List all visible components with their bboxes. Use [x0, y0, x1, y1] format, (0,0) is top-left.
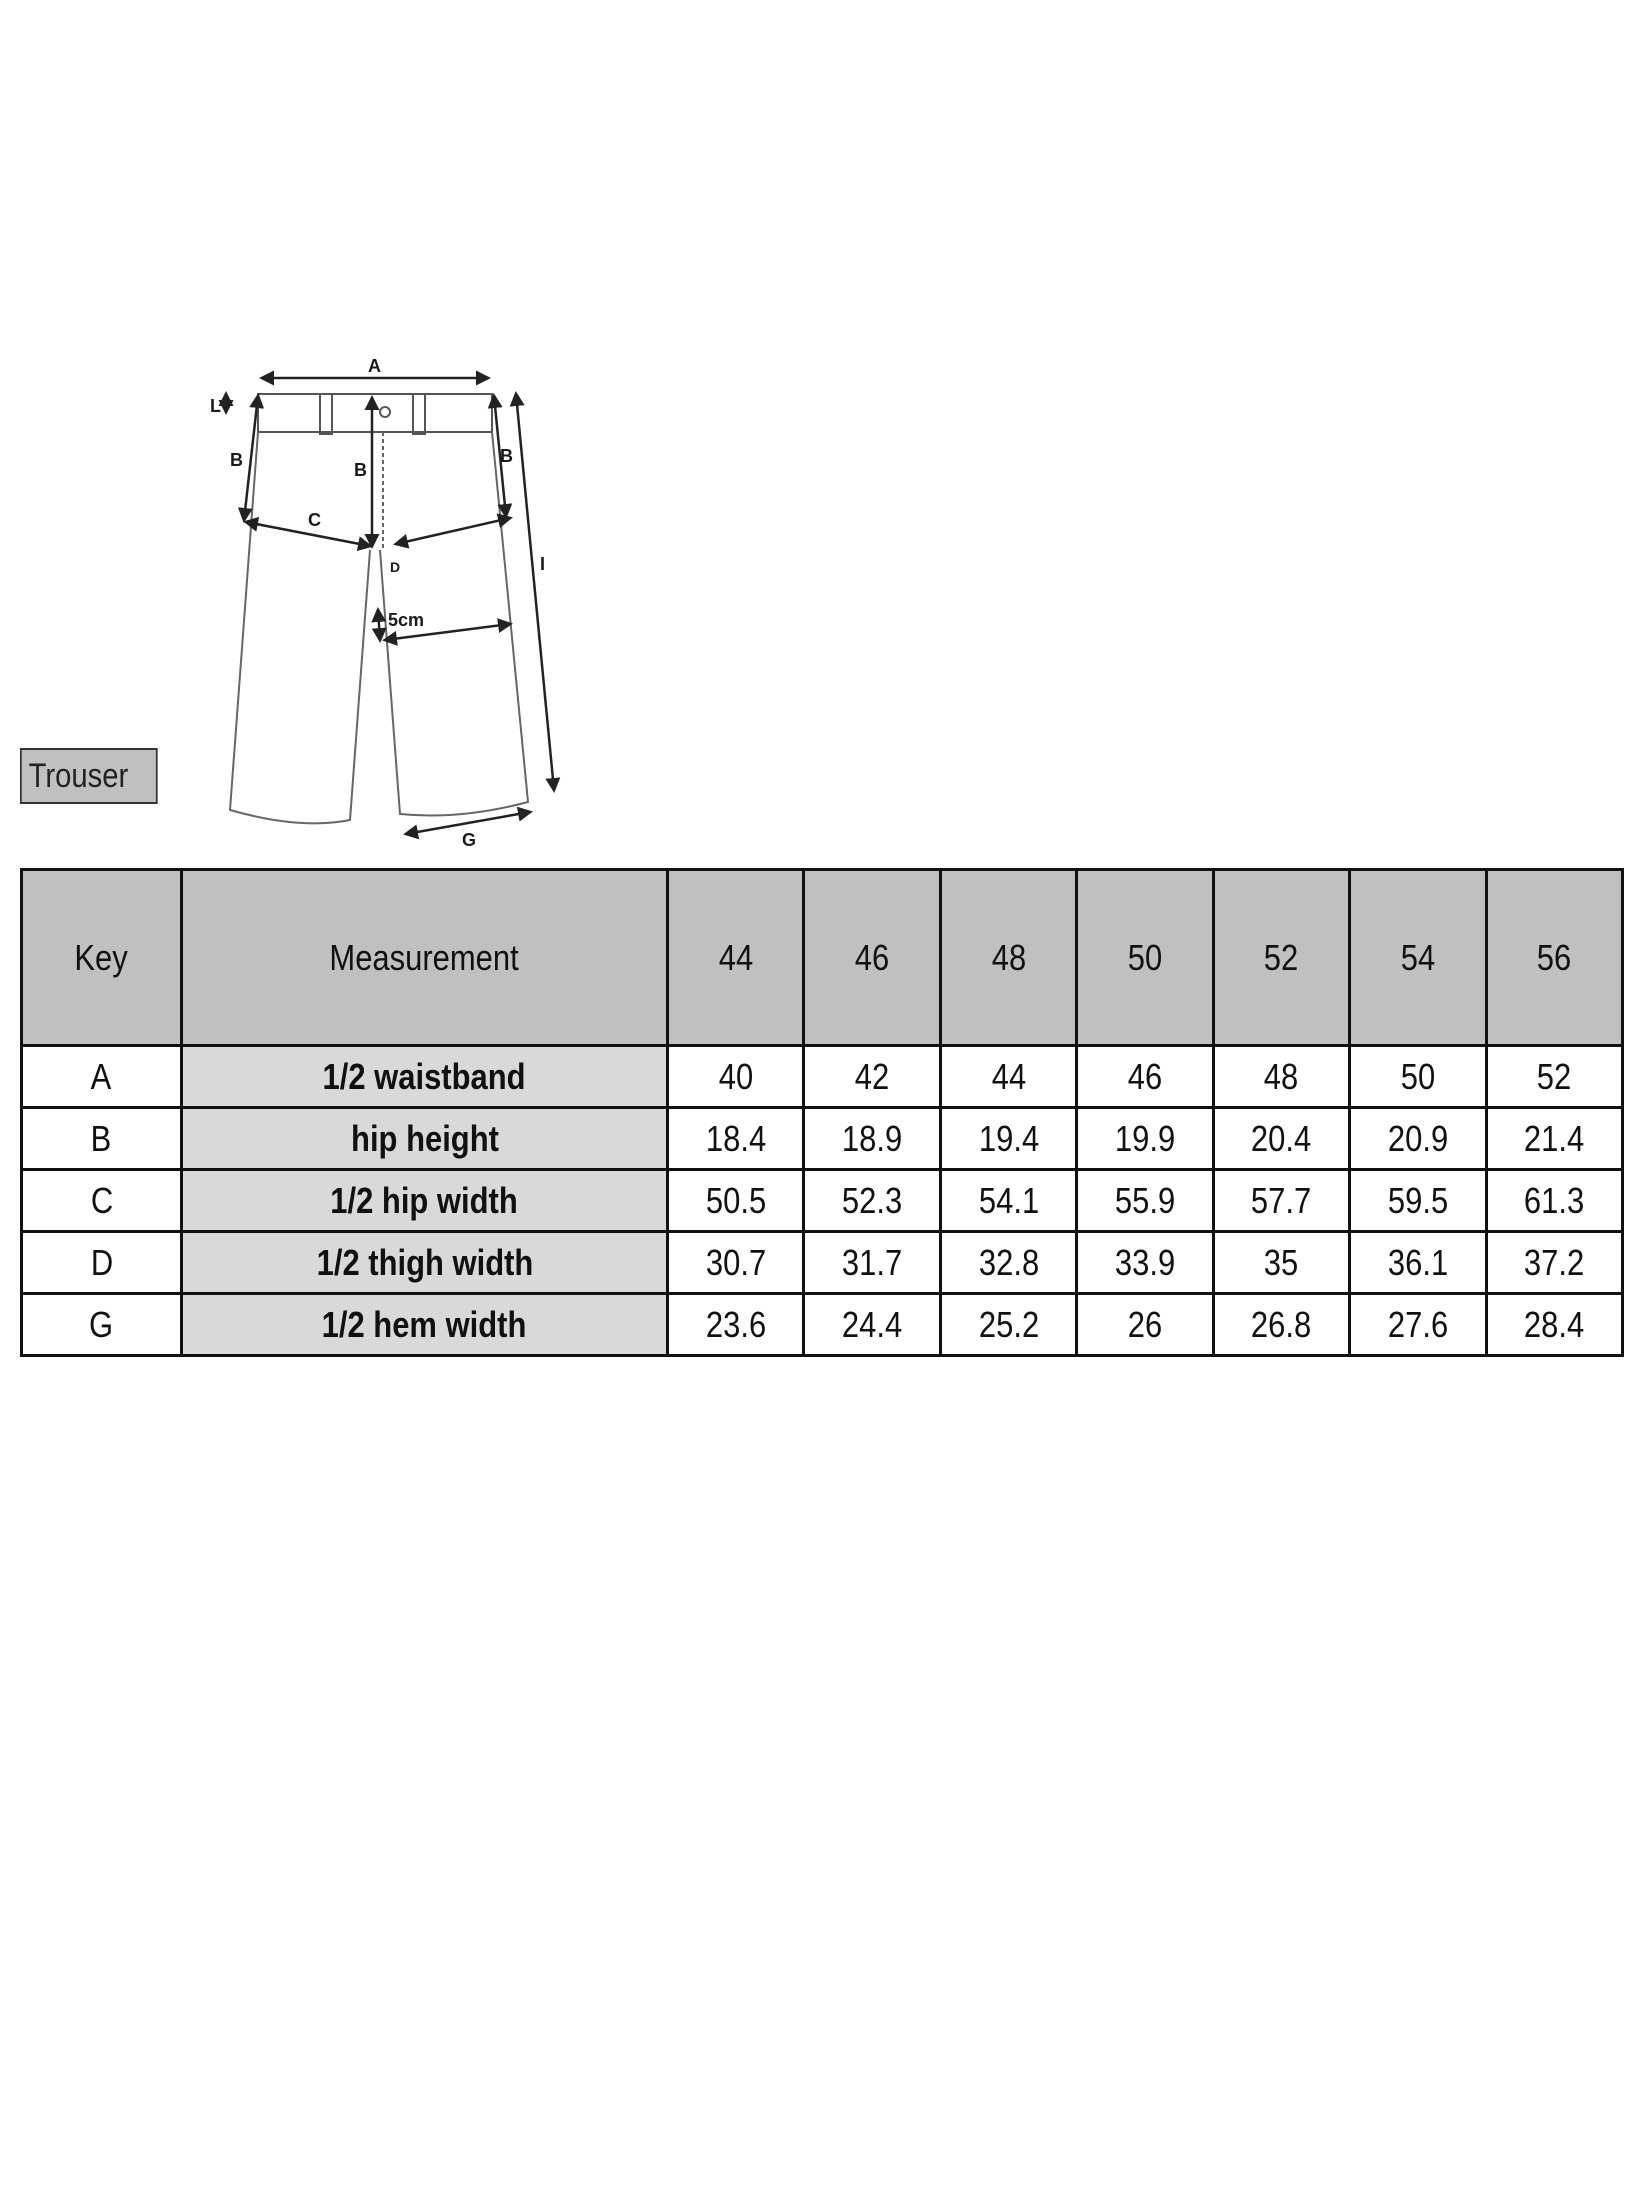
value-cell: 20.4	[1213, 1108, 1349, 1170]
measurement-cell: 1/2 hem width	[182, 1294, 668, 1356]
table-header-row	[22, 870, 1623, 1046]
header-size: 54	[1350, 870, 1486, 1046]
value-cell: 54.1	[940, 1170, 1076, 1232]
header-size: 52	[1213, 870, 1349, 1046]
value-cell: 23.6	[668, 1294, 804, 1356]
value-cell: 28.4	[1486, 1294, 1622, 1356]
value-cell: 32.8	[940, 1232, 1076, 1294]
value-cell: 21.4	[1486, 1108, 1622, 1170]
value-cell: 24.4	[804, 1294, 940, 1356]
diagram-label-d: D	[390, 559, 401, 575]
value-cell: 20.9	[1350, 1108, 1486, 1170]
table-row	[22, 1232, 1623, 1294]
measurement-cell: 1/2 hip width	[182, 1170, 668, 1232]
trouser-waistband	[258, 394, 492, 434]
key-cell: B	[22, 1108, 182, 1170]
value-cell: 46	[1077, 1046, 1213, 1108]
value-cell: 31.7	[804, 1232, 940, 1294]
value-cell: 59.5	[1350, 1170, 1486, 1232]
section-label: Trouser	[20, 748, 158, 804]
size-chart-table	[20, 868, 1624, 1357]
diagram-label-c: C	[308, 510, 321, 530]
table-row	[22, 1170, 1623, 1232]
value-cell: 61.3	[1486, 1170, 1622, 1232]
value-cell: 44	[940, 1046, 1076, 1108]
diagram-label-l: L	[210, 396, 221, 416]
header-key: Key	[22, 870, 182, 1046]
value-cell: 18.4	[668, 1108, 804, 1170]
value-cell: 40	[668, 1046, 804, 1108]
header-size: 56	[1486, 870, 1622, 1046]
value-cell: 35	[1213, 1232, 1349, 1294]
value-cell: 19.4	[940, 1108, 1076, 1170]
value-cell: 52	[1486, 1046, 1622, 1108]
trouser-diagram	[210, 350, 590, 850]
value-cell: 26.8	[1213, 1294, 1349, 1356]
value-cell: 37.2	[1486, 1232, 1622, 1294]
value-cell: 27.6	[1350, 1294, 1486, 1356]
header-size: 48	[940, 870, 1076, 1046]
diagram-label-i: I	[540, 554, 546, 574]
value-cell: 48	[1213, 1046, 1349, 1108]
table-row	[22, 1046, 1623, 1108]
value-cell: 36.1	[1350, 1232, 1486, 1294]
measurement-cell: hip height	[182, 1108, 668, 1170]
value-cell: 50.5	[668, 1170, 804, 1232]
value-cell: 33.9	[1077, 1232, 1213, 1294]
value-cell: 26	[1077, 1294, 1213, 1356]
value-cell: 50	[1350, 1046, 1486, 1108]
table-row	[22, 1108, 1623, 1170]
header-measurement: Measurement	[182, 870, 668, 1046]
value-cell: 52.3	[804, 1170, 940, 1232]
diagram-label-b-left: B	[230, 450, 243, 470]
diagram-label-b-right: B	[500, 446, 513, 466]
measurement-cell: 1/2 waistband	[182, 1046, 668, 1108]
value-cell: 55.9	[1077, 1170, 1213, 1232]
value-cell: 57.7	[1213, 1170, 1349, 1232]
header-size: 50	[1077, 870, 1213, 1046]
key-cell: G	[22, 1294, 182, 1356]
diagram-label-b-center: B	[354, 460, 367, 480]
value-cell: 18.9	[804, 1108, 940, 1170]
value-cell: 42	[804, 1046, 940, 1108]
key-cell: C	[22, 1170, 182, 1232]
diagram-label-5cm: 5cm	[388, 610, 425, 630]
measurement-cell: 1/2 thigh width	[182, 1232, 668, 1294]
value-cell: 25.2	[940, 1294, 1076, 1356]
header-size: 46	[804, 870, 940, 1046]
table-row	[22, 1294, 1623, 1356]
value-cell: 19.9	[1077, 1108, 1213, 1170]
diagram-label-a: A	[368, 356, 381, 376]
header-size: 44	[668, 870, 804, 1046]
key-cell: D	[22, 1232, 182, 1294]
value-cell: 30.7	[668, 1232, 804, 1294]
diagram-label-g: G	[462, 830, 477, 850]
key-cell: A	[22, 1046, 182, 1108]
